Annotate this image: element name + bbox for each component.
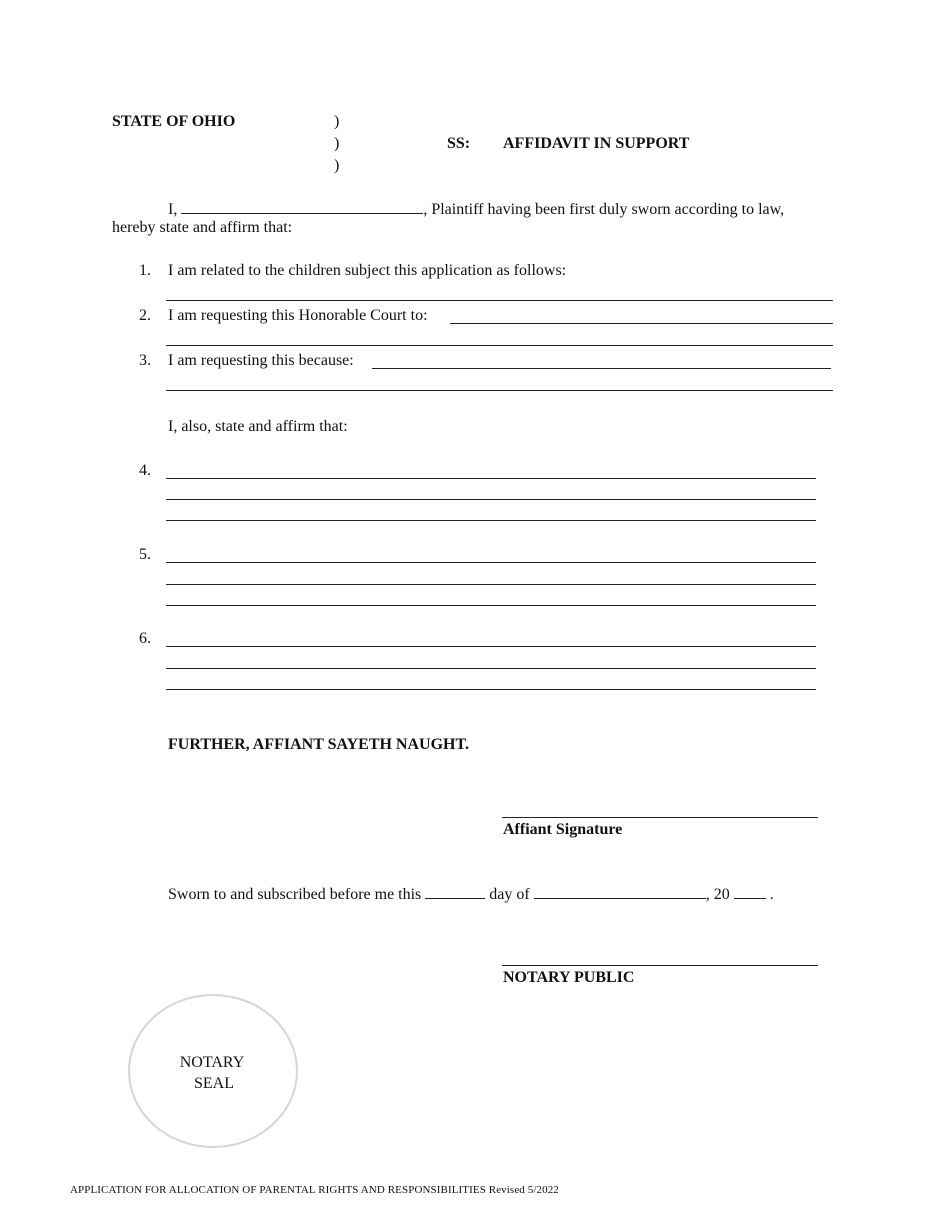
intro-suffix: , Plaintiff having been first duly sworn according to law,	[423, 201, 785, 218]
item-5-line[interactable]	[166, 562, 816, 563]
sworn-text: .	[769, 886, 774, 903]
item-text: I am requesting this because:	[168, 352, 354, 369]
item-number: 5.	[139, 546, 151, 563]
item-6-line[interactable]	[166, 646, 816, 647]
item-2-answer-line[interactable]	[450, 323, 833, 324]
item-3-answer-line[interactable]	[372, 368, 831, 369]
item-5-line[interactable]	[166, 605, 816, 606]
item-6-line[interactable]	[166, 668, 816, 669]
paren: )	[334, 113, 340, 130]
affiant-signature-label: Affiant Signature	[503, 821, 623, 838]
footer-text: APPLICATION FOR ALLOCATION OF PARENTAL RIGHTS AND RESPONSIBILITIES Revised 5/2022	[70, 1184, 559, 1196]
intro-line-2: hereby state and affirm that:	[112, 219, 293, 236]
notary-signature-line[interactable]	[502, 965, 818, 966]
sworn-text: Sworn to and subscribed before me this	[168, 886, 422, 903]
seal-line-2: SEAL	[194, 1075, 234, 1092]
item-text: I am requesting this Honorable Court to:	[168, 307, 428, 324]
affiant-signature-line[interactable]	[502, 817, 818, 818]
intro-line	[168, 199, 784, 219]
sworn-text: day of	[489, 886, 530, 903]
month-field[interactable]	[534, 884, 706, 899]
ss-label: SS:	[447, 135, 471, 152]
item-3-answer-line[interactable]	[166, 390, 833, 391]
document-title: AFFIDAVIT IN SUPPORT	[503, 135, 690, 152]
item-number: 1.	[139, 262, 151, 279]
item-number: 2.	[139, 307, 151, 324]
item-number: 4.	[139, 462, 151, 479]
item-4-line[interactable]	[166, 478, 816, 479]
item-number: 6.	[139, 630, 151, 647]
item-number: 3.	[139, 352, 151, 369]
item-5-line[interactable]	[166, 584, 816, 585]
day-field[interactable]	[425, 884, 485, 899]
item-2-answer-line[interactable]	[166, 345, 833, 346]
further-statement: FURTHER, AFFIANT SAYETH NAUGHT.	[168, 736, 469, 753]
sworn-statement	[168, 884, 774, 904]
seal-line-1: NOTARY	[179, 1054, 245, 1071]
also-statement: I, also, state and affirm that:	[168, 418, 348, 435]
paren: )	[334, 157, 340, 174]
notary-public-label: NOTARY PUBLIC	[503, 969, 635, 986]
item-1-answer-line[interactable]	[166, 300, 833, 301]
item-4-line[interactable]	[166, 499, 816, 500]
sworn-text: , 20	[705, 886, 730, 903]
item-4-line[interactable]	[166, 520, 816, 521]
paren: )	[334, 135, 340, 152]
year-field[interactable]	[734, 884, 766, 899]
item-text: I am related to the children subject this application as follows:	[168, 262, 567, 279]
intro-prefix: I,	[168, 201, 178, 218]
state-label: STATE OF OHIO	[112, 113, 236, 130]
item-6-line[interactable]	[166, 689, 816, 690]
seal-label	[128, 1052, 296, 1094]
plaintiff-name-field[interactable]	[181, 199, 423, 214]
